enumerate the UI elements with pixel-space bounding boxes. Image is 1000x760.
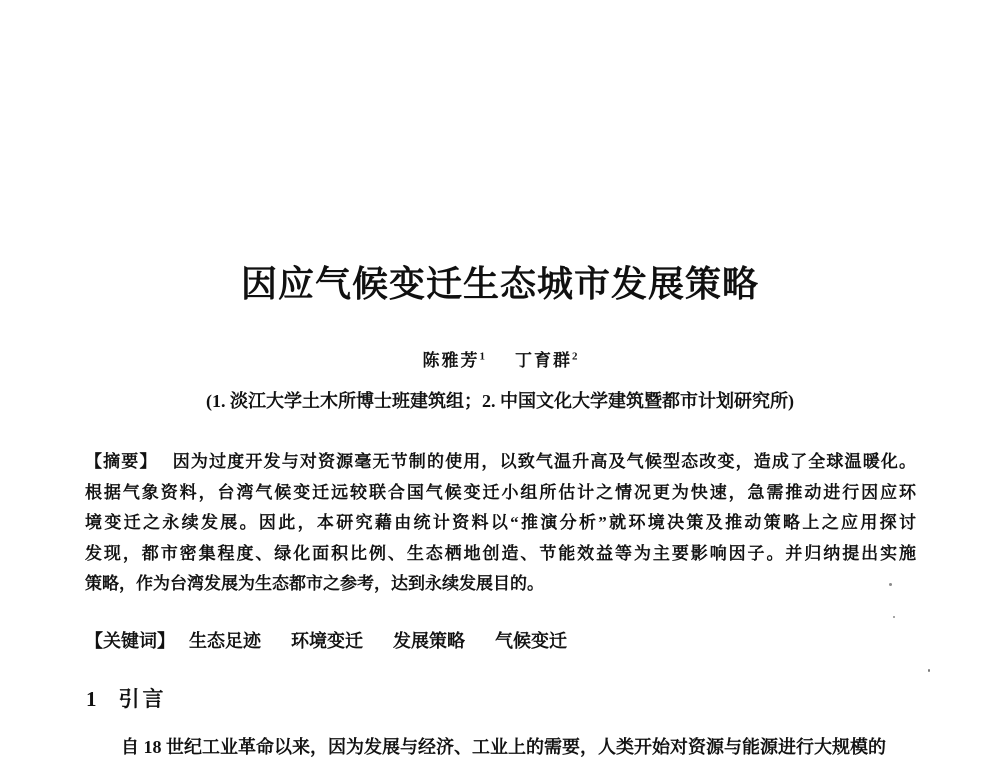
- keyword-term-4: 气候变迁: [495, 631, 567, 651]
- abstract-line-4: 发现，都市密集程度、绿化面积比例、生态栖地创造、节能效益等为主要影响因子。并归纳提出实施: [85, 543, 916, 563]
- section-number: 1: [86, 687, 97, 711]
- abstract-line-5: 策略，作为台湾发展为生态都市之参考，达到永续发展目的。: [85, 574, 544, 594]
- abstract-block: [85, 447, 916, 600]
- abstract-line-2: 根据气象资料，台湾气候变迁远较联合国气候变迁小组所估计之情况更为快速，急需推动进行因应环: [85, 482, 916, 502]
- scan-speck: [893, 616, 895, 618]
- keywords-line: [85, 627, 567, 653]
- scan-speck: [889, 583, 892, 586]
- intro-paragraph: 自 18 世纪工业革命以来，因为发展与经济、工业上的需要，人类开始对资源与能源进行大规模的: [121, 737, 886, 757]
- author-1: [423, 351, 486, 370]
- section-heading: [86, 683, 167, 713]
- abstract-line-3: 境变迁之永续发展。因此，本研究藉由统计资料以“推演分析”就环境决策及推动策略上之应用探讨: [85, 513, 916, 533]
- author-1-name: 陈雅芳: [422, 351, 480, 370]
- keyword-term-3: 发展策略: [393, 631, 465, 651]
- abstract-line-1: [85, 447, 916, 478]
- keyword-term-1: 生态足迹: [189, 631, 261, 651]
- paper-title: 因应气候变迁生态城市发展策略: [240, 264, 759, 304]
- keyword-term-2: 环境变迁: [291, 631, 363, 651]
- affiliation-line: (1. 淡江大学土木所博士班建筑组；2. 中国文化大学建筑暨都市计划研究所): [206, 391, 794, 411]
- author-1-superscript: 1: [479, 350, 485, 363]
- author-2-superscript: 2: [572, 350, 578, 363]
- scan-speck: [928, 669, 930, 672]
- author-2-name: 丁育群: [515, 351, 572, 370]
- authors-line: [0, 346, 1000, 371]
- abstract-label: 【摘要】: [85, 452, 158, 471]
- keywords-label: 【关键词】: [85, 631, 175, 651]
- author-2: [515, 351, 578, 370]
- section-title: 引言: [118, 687, 167, 711]
- abstract-line-1-text: 因为过度开发与对资源毫无节制的使用，以致气温升高及气候型态改变，造成了全球温暖化。: [171, 452, 916, 471]
